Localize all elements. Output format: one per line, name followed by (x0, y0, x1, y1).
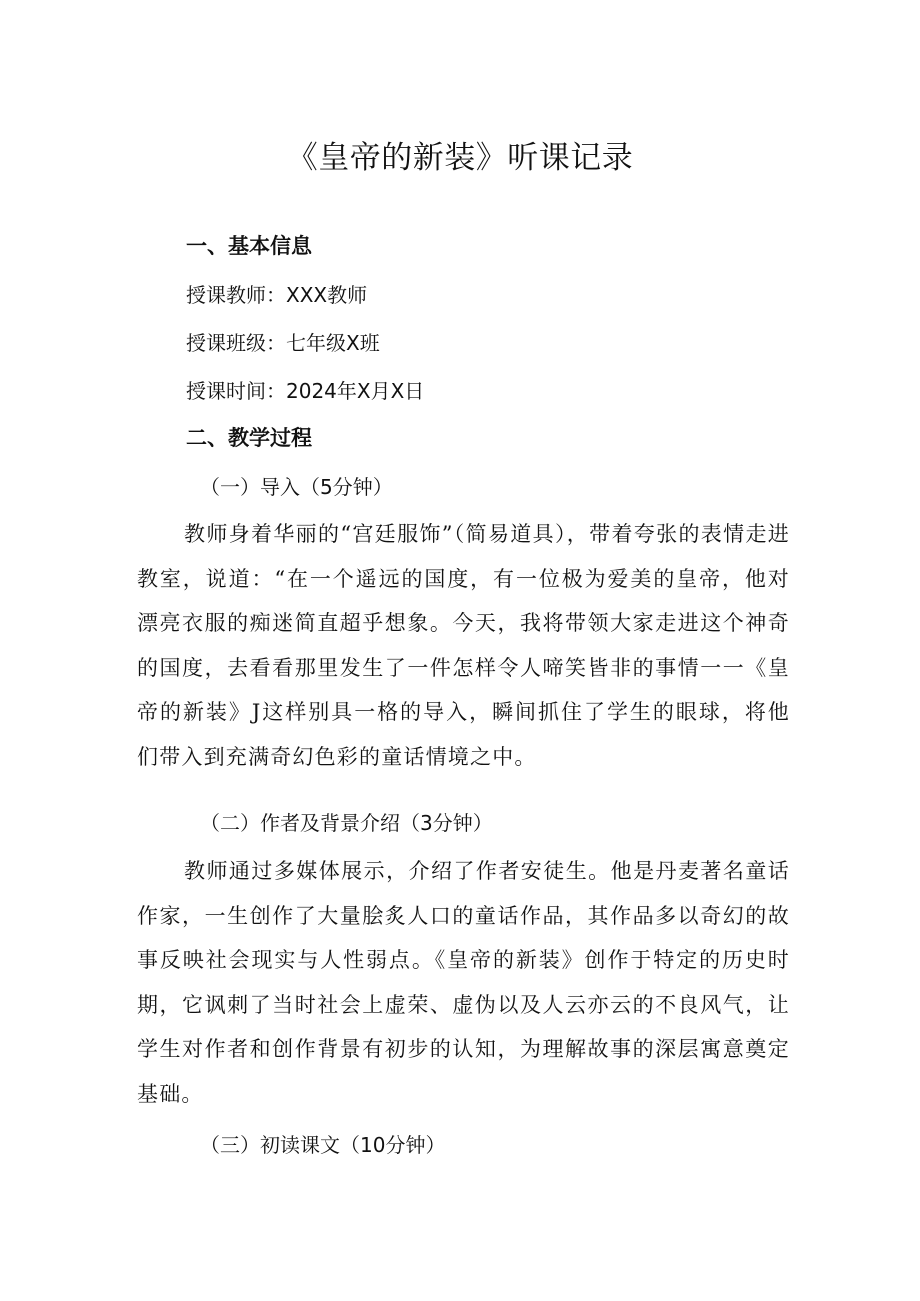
section-heading-basic-info: 一、基本信息 (186, 234, 312, 258)
subsection-heading-first-reading: （三）初读课文（10分钟） (200, 1133, 446, 1157)
teacher-info: 授课教师：XXX教师 (186, 283, 368, 307)
paragraph-author-background: 教师通过多媒体展示，介绍了作者安徒生。他是丹麦著名童话作家，一生创作了大量脍炙人口的童话作品，其作品多以奇幻的故事反映社会现实与人性弱点。《皇帝的新装》创作于特定的历史时期，它讽刺了当时社会上虚荣、虚伪以及人云亦云的不良风气，让学生对作者和创作背景有初步的认知，为理解故事的深层寓意奠定基础。 (137, 859, 790, 1106)
section-heading-teaching-process: 二、教学过程 (186, 426, 312, 450)
subsection-heading-introduction: （一）导入（5分钟） (200, 475, 393, 499)
date-info: 授课时间：2024年X月X日 (186, 379, 425, 403)
class-info: 授课班级：七年级X班 (186, 331, 380, 355)
subsection-heading-author-background: （二）作者及背景介绍（3分钟） (200, 811, 493, 835)
document-title: 《皇帝的新装》听课记录 (286, 140, 634, 176)
paragraph-introduction: 教师身着华丽的“宫廷服饰”（简易道具），带着夸张的表情走进教室，说道：“在一个遥远的国度，有一位极为爱美的皇帝，他对漂亮衣服的痴迷简直超乎想象。今天，我将带领大家走进这个神奇的国度，去看看那里发生了一件怎样令人啼笑皆非的事情一一《皇帝的新装》J这样别具一格的导入，瞬间抓住了学生的眼球，将他们带入到充满奇幻色彩的童话情境之中。 (137, 522, 790, 769)
